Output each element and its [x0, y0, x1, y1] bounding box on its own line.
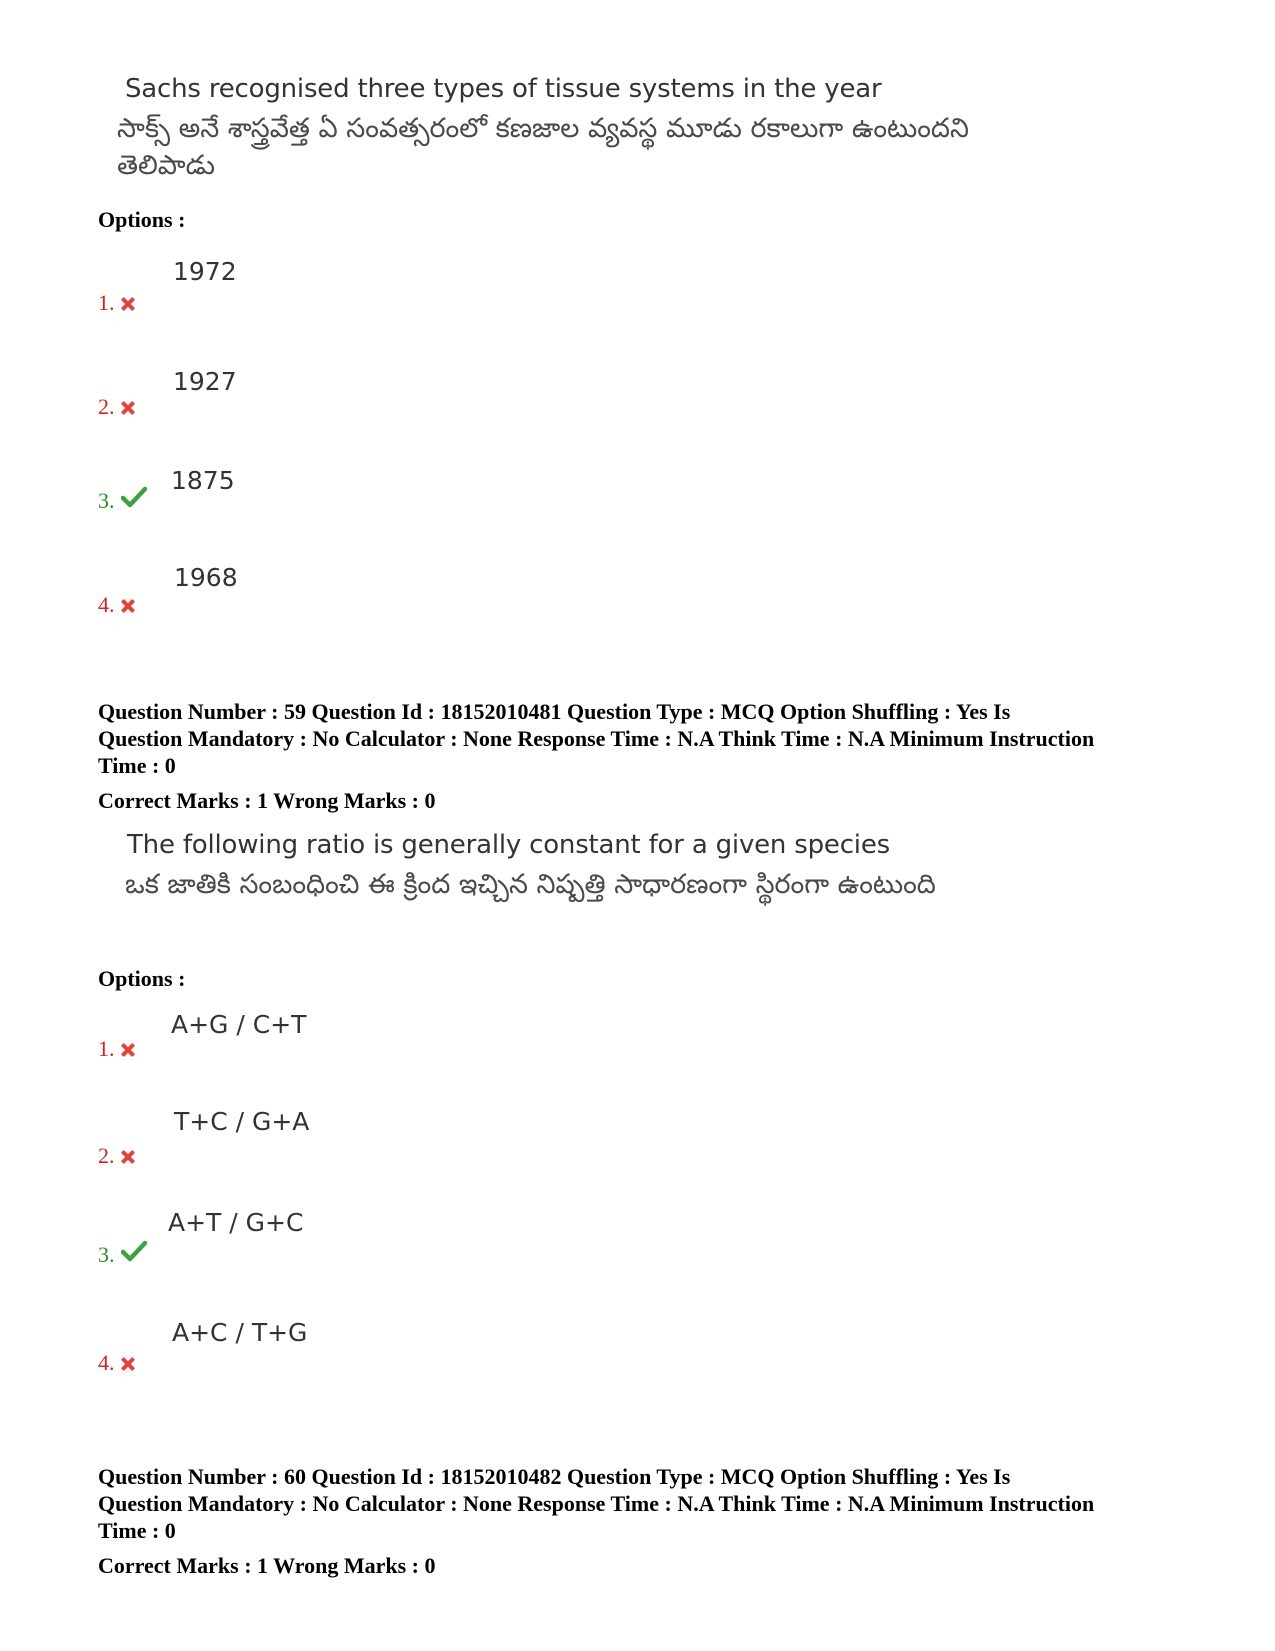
question-59-marks: Correct Marks : 1 Wrong Marks : 0 [98, 788, 436, 813]
question-59-text-en: The following ratio is generally constant for a given species [127, 830, 890, 860]
question-59-option-3-number [98, 1240, 147, 1268]
question-58-text-en: Sachs recognised three types of tissue systems in the year [125, 74, 882, 104]
question-59-option-4-number [98, 1350, 135, 1376]
question-58-option-3-value: 1875 [171, 466, 235, 495]
question-60-meta: Question Number : 60 Question Id : 18152010482 Question Type : MCQ Option Shuffling : Yes Is Question Mandatory : No Calculator : None Response Time : N.A Think Time : N.A Minimum Instruction Time : 0 [98, 1464, 1095, 1543]
cross-icon [121, 297, 135, 311]
question-59-option-2-number [98, 1143, 135, 1169]
cross-icon [121, 1043, 135, 1057]
question-58-option-1-value: 1972 [173, 257, 237, 286]
cross-icon [121, 1357, 135, 1371]
question-59-text-te: ఒక జాతికి సంబంధించి ఈ క్రింద ఇచ్చిన నిష్పత్తి సాధారణంగా స్థిరంగా ఉంటుంది [125, 869, 936, 900]
option-number: 4. [98, 1350, 115, 1375]
question-58-option-3-number [98, 486, 147, 514]
question-59-option-1-value: A+G / C+T [171, 1010, 307, 1039]
cross-icon [121, 1150, 135, 1164]
question-58-text-te: సాక్స్ అనే శాస్త్రవేత్త ఏ సంవత్సరంలో కణజాల వ్యవస్థ మూడు రకాలుగా ఉంటుందని తెలిపాడు [117, 113, 969, 181]
question-59-options-label: Options : [98, 966, 186, 991]
option-number: 4. [98, 592, 115, 617]
question-60-marks: Correct Marks : 1 Wrong Marks : 0 [98, 1553, 436, 1578]
question-59-option-1-number [98, 1036, 135, 1062]
question-59-option-4-value: A+C / T+G [172, 1318, 308, 1347]
question-58-option-4-value: 1968 [174, 563, 238, 592]
check-icon [121, 486, 147, 508]
option-number: 2. [98, 394, 115, 419]
option-number: 1. [98, 1036, 115, 1061]
option-number: 3. [98, 488, 115, 513]
check-icon [121, 1240, 147, 1262]
option-number: 1. [98, 290, 115, 315]
question-58-option-2-value: 1927 [173, 367, 237, 396]
question-58-option-2-number [98, 394, 135, 420]
question-58-option-4-number [98, 592, 135, 618]
question-59-meta: Question Number : 59 Question Id : 18152010481 Question Type : MCQ Option Shuffling : Yes Is Question Mandatory : No Calculator : None Response Time : N.A Think Time : N.A Minimum Instruction Time : 0 [98, 699, 1095, 778]
cross-icon [121, 599, 135, 613]
question-59-option-3-value: A+T / G+C [168, 1208, 304, 1237]
option-number: 2. [98, 1143, 115, 1168]
question-58-options-label: Options : [98, 207, 186, 232]
question-59-option-2-value: T+C / G+A [174, 1107, 310, 1136]
cross-icon [121, 401, 135, 415]
option-number: 3. [98, 1242, 115, 1267]
question-58-option-1-number [98, 290, 135, 316]
